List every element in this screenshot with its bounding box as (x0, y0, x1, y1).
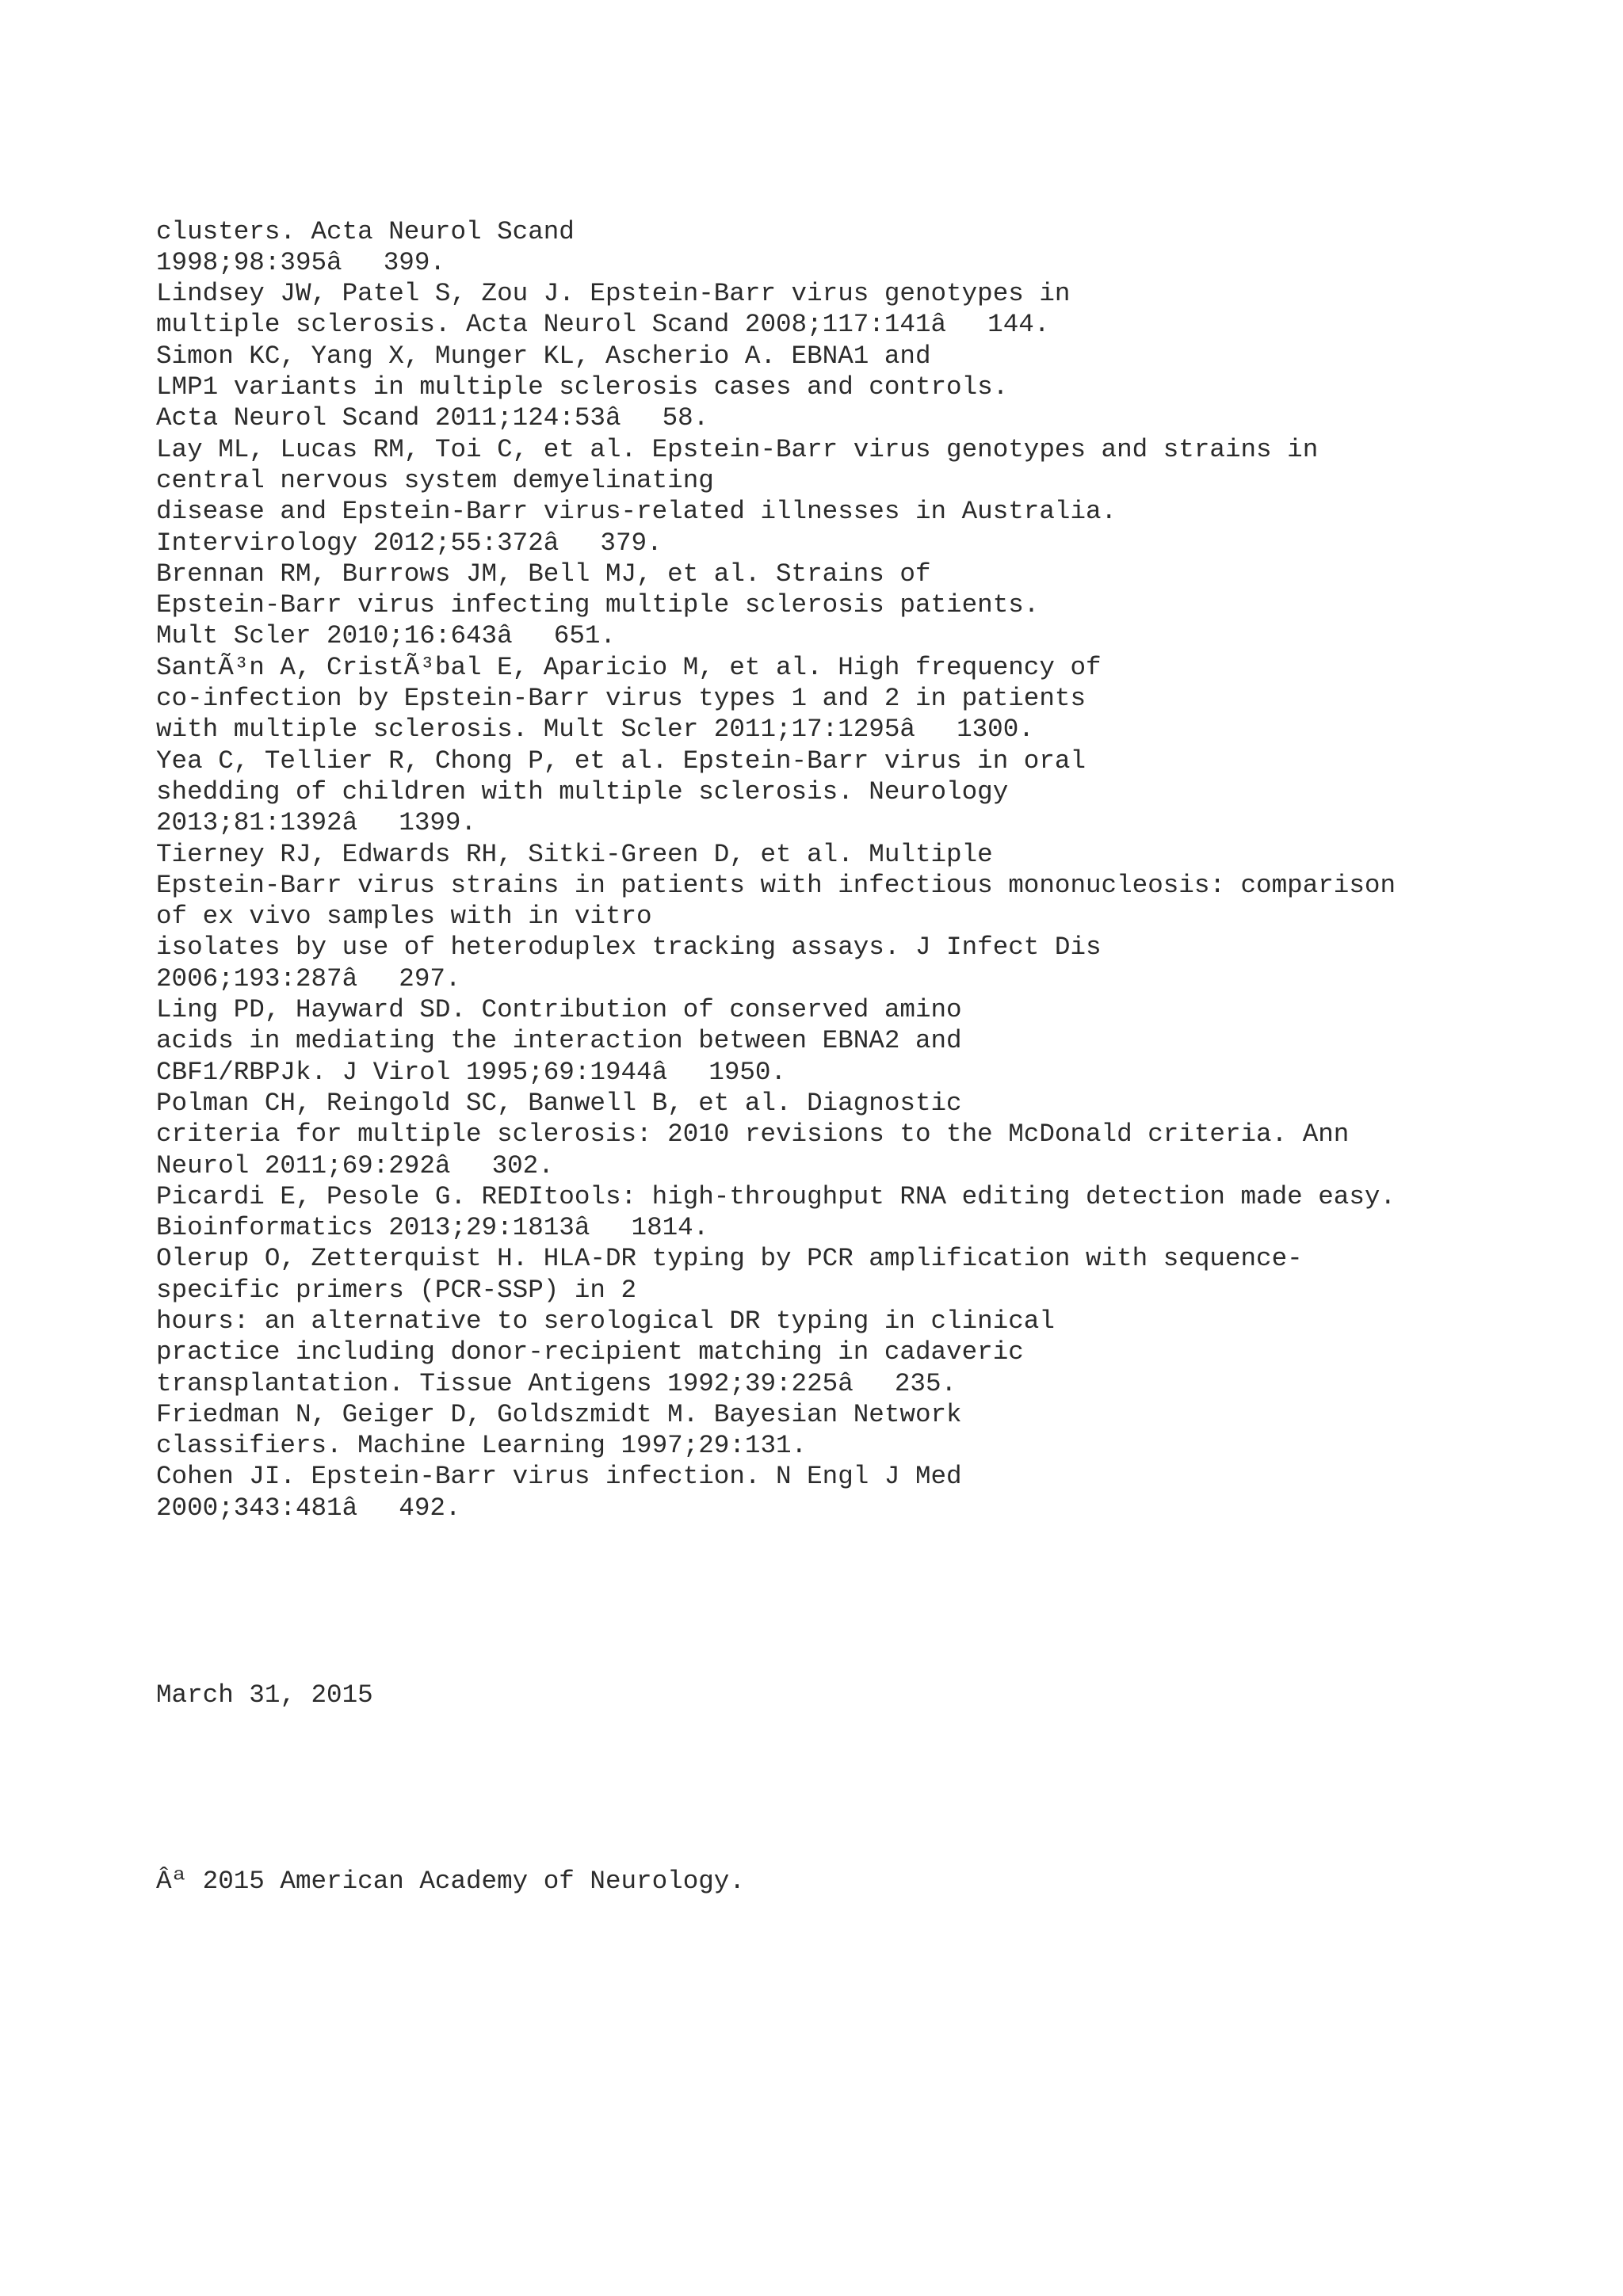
reference-line: Lay ML, Lucas RM, Toi C, et al. Epstein-Barr virus genotypes and strains in (156, 434, 1319, 464)
document-page (156, 154, 1598, 1928)
reference-line: disease and Epstein-Barr virus-related illnesses in Australia. (156, 497, 1117, 527)
reference-line: LMP1 variants in multiple sclerosis cases and controls. (156, 372, 1009, 402)
reference-entry (156, 278, 1598, 341)
reference-line: multiple sclerosis. Acta Neurol Scand 2008;117:141â144. (156, 310, 1050, 340)
reference-line: Neurol 2011;69:292â302. (156, 1150, 554, 1180)
reference-line: 2013;81:1392â1399. (156, 808, 477, 838)
reference-entry (156, 746, 1598, 839)
reference-entry (156, 839, 1598, 994)
reference-line: classifiers. Machine Learning 1997;29:131. (156, 1431, 808, 1461)
reference-entry (156, 994, 1598, 1088)
reference-entry (156, 1181, 1598, 1244)
reference-line: Brennan RM, Burrows JM, Bell MJ, et al. Strains of (156, 559, 931, 589)
reference-entry (156, 1243, 1598, 1398)
reference-entry (156, 559, 1598, 652)
reference-entry (156, 1461, 1598, 1524)
reference-list (156, 216, 1598, 1524)
reference-line: Cohen JI. Epstein-Barr virus infection. N Engl J Med (156, 1462, 962, 1492)
reference-line: isolates by use of heteroduplex tracking assays. J Infect Dis (156, 933, 1102, 963)
reference-line: Bioinformatics 2013;29:1813â1814. (156, 1213, 709, 1243)
publication-date: March 31, 2015 (156, 1680, 373, 1710)
reference-line: with multiple sclerosis. Mult Scler 2011;17:1295â1300. (156, 715, 1034, 745)
reference-line: hours: an alternative to serological DR typing in clinical (156, 1306, 1055, 1336)
reference-line: Picardi E, Pesole G. REDItools: high-throughput RNA editing detection made easy. (156, 1181, 1396, 1211)
reference-line: Ling PD, Hayward SD. Contribution of conserved amino (156, 995, 962, 1025)
reference-line: Olerup O, Zetterquist H. HLA-DR typing by PCR amplification with sequence- (156, 1244, 1303, 1274)
spacer (156, 1772, 1598, 1803)
reference-line: Simon KC, Yang X, Munger KL, Ascherio A. EBNA1 and (156, 341, 931, 371)
reference-line: 2006;193:287â297. (156, 963, 461, 994)
reference-entry (156, 434, 1598, 559)
reference-line: practice including donor-recipient matching in cadaveric (156, 1337, 1024, 1367)
reference-line: Lindsey JW, Patel S, Zou J. Epstein-Barr virus genotypes in (156, 279, 1071, 309)
reference-line: SantÃ³n A, CristÃ³bal E, Aparicio M, et al. High frequency of (156, 652, 1102, 682)
reference-line: Friedman N, Geiger D, Goldszmidt M. Bayesian Network (156, 1399, 962, 1429)
reference-line: Epstein-Barr virus infecting multiple sclerosis patients. (156, 590, 1040, 620)
reference-line: 1998;98:395â399. (156, 247, 445, 277)
reference-line: Tierney RJ, Edwards RH, Sitki-Green D, et al. Multiple (156, 839, 993, 869)
reference-line: 2000;343:481â492. (156, 1493, 461, 1523)
copyright-notice: Âª 2015 American Academy of Neurology. (156, 1867, 745, 1897)
reference-entry (156, 1399, 1598, 1462)
reference-line: clusters. Acta Neurol Scand (156, 216, 575, 246)
reference-line: co-infection by Epstein-Barr virus types 1 and 2 in patients (156, 684, 1086, 714)
reference-entry (156, 216, 1598, 279)
reference-line: transplantation. Tissue Antigens 1992;39:225â235. (156, 1368, 957, 1398)
reference-line: Epstein-Barr virus strains in patients with infectious mononucleosis: comparison (156, 870, 1396, 900)
reference-line: Intervirology 2012;55:372â379. (156, 528, 663, 558)
reference-line: specific primers (PCR-SSP) in 2 (156, 1275, 637, 1305)
reference-entry (156, 652, 1598, 746)
reference-line: shedding of children with multiple sclerosis. Neurology (156, 776, 1009, 807)
reference-line: Yea C, Tellier R, Chong P, et al. Epstein-Barr virus in oral (156, 746, 1086, 776)
reference-line: central nervous system demyelinating (156, 465, 714, 495)
reference-line: acids in mediating the interaction between EBNA2 and (156, 1026, 962, 1056)
reference-entry (156, 341, 1598, 434)
reference-line: Acta Neurol Scand 2011;124:53â58. (156, 403, 709, 433)
reference-line: of ex vivo samples with in vitro (156, 902, 652, 932)
reference-line: Mult Scler 2010;16:643â651. (156, 621, 616, 651)
spacer (156, 1586, 1598, 1617)
reference-entry (156, 1088, 1598, 1181)
reference-line: criteria for multiple sclerosis: 2010 revisions to the McDonald criteria. Ann (156, 1119, 1350, 1150)
reference-line: CBF1/RBPJk. J Virol 1995;69:1944â1950. (156, 1057, 787, 1087)
reference-line: Polman CH, Reingold SC, Banwell B, et al. Diagnostic (156, 1088, 962, 1118)
